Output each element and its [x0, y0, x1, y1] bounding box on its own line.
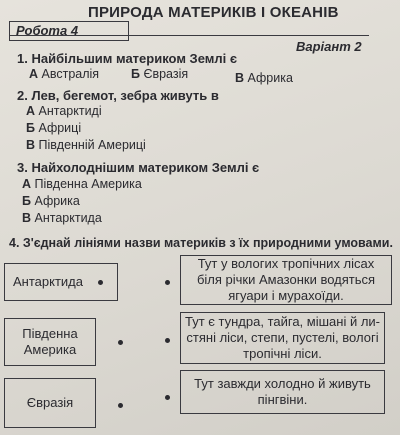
- option-letter: А: [29, 67, 39, 81]
- worksheet-title: ПРИРОДА МАТЕРИКІВ І ОКЕАНІВ: [88, 4, 339, 21]
- question-4: 4. З'єднай лініями назви материків з їх природними умовами.: [9, 236, 393, 250]
- option-letter: А: [26, 104, 36, 118]
- q3-option-a: [22, 177, 142, 191]
- q2-option-c: [26, 138, 146, 152]
- q1-option-a: [29, 67, 99, 81]
- connect-dot[interactable]: [98, 280, 103, 285]
- connect-dot[interactable]: [118, 340, 123, 345]
- option-letter: В: [235, 71, 245, 85]
- option-text: Антарктида: [34, 211, 102, 225]
- q1-option-b: [131, 67, 188, 81]
- option-text: Євразія: [143, 67, 189, 81]
- match-left-label: Євразія: [26, 395, 74, 410]
- option-text: Південна Америка: [34, 177, 142, 191]
- match-left-south-america: [4, 318, 96, 366]
- q3-option-b: [22, 194, 80, 208]
- connect-dot[interactable]: [118, 403, 123, 408]
- connect-dot[interactable]: [165, 280, 170, 285]
- option-text: Австралія: [41, 67, 100, 81]
- option-letter: Б: [131, 67, 140, 81]
- option-text: Африка: [34, 194, 80, 208]
- connect-dot[interactable]: [165, 338, 170, 343]
- q3-option-c: [22, 211, 102, 225]
- option-letter: В: [22, 211, 32, 225]
- option-letter: Б: [22, 194, 31, 208]
- option-letter: Б: [26, 121, 35, 135]
- match-right-text: Тут завжди холодно й живуть пінгвіни.: [194, 376, 371, 407]
- q2-option-a: [26, 104, 102, 118]
- variant-label: Варіант 2: [296, 39, 362, 54]
- connect-dot[interactable]: [165, 395, 170, 400]
- match-left-label: Південна Америка: [22, 326, 78, 357]
- question-3: 3. Найхолоднішим материком Землі є: [17, 160, 260, 175]
- match-right-1: [180, 255, 392, 305]
- header-divider: [9, 35, 369, 36]
- option-letter: А: [22, 177, 32, 191]
- match-right-2: [180, 312, 385, 364]
- q2-option-b: [26, 121, 81, 135]
- option-text: Південній Америці: [38, 138, 146, 152]
- question-1: 1. Найбільшим материком Землі є: [17, 51, 238, 66]
- match-left-label: Антарктида: [13, 274, 83, 289]
- q1-option-c: [235, 71, 293, 85]
- option-text: Антарктиді: [38, 104, 102, 118]
- option-text: Африка: [247, 71, 293, 85]
- match-right-text: Тут у вологих тропічних лісах біля річки Амазонки водяться ягуари і мурахоїди.: [196, 256, 376, 303]
- question-2: 2. Лев, бегемот, зебра живуть в: [17, 88, 219, 103]
- match-left-eurasia: [4, 378, 96, 428]
- match-right-3: [180, 370, 385, 414]
- option-letter: В: [26, 138, 36, 152]
- option-text: Африці: [38, 121, 82, 135]
- work-label: Робота 4: [9, 21, 129, 41]
- match-right-text: Тут є тундра, тайга, мішані й ли- стяні ліси, степи, пустелі, вологі тропічні ліси.: [185, 314, 380, 361]
